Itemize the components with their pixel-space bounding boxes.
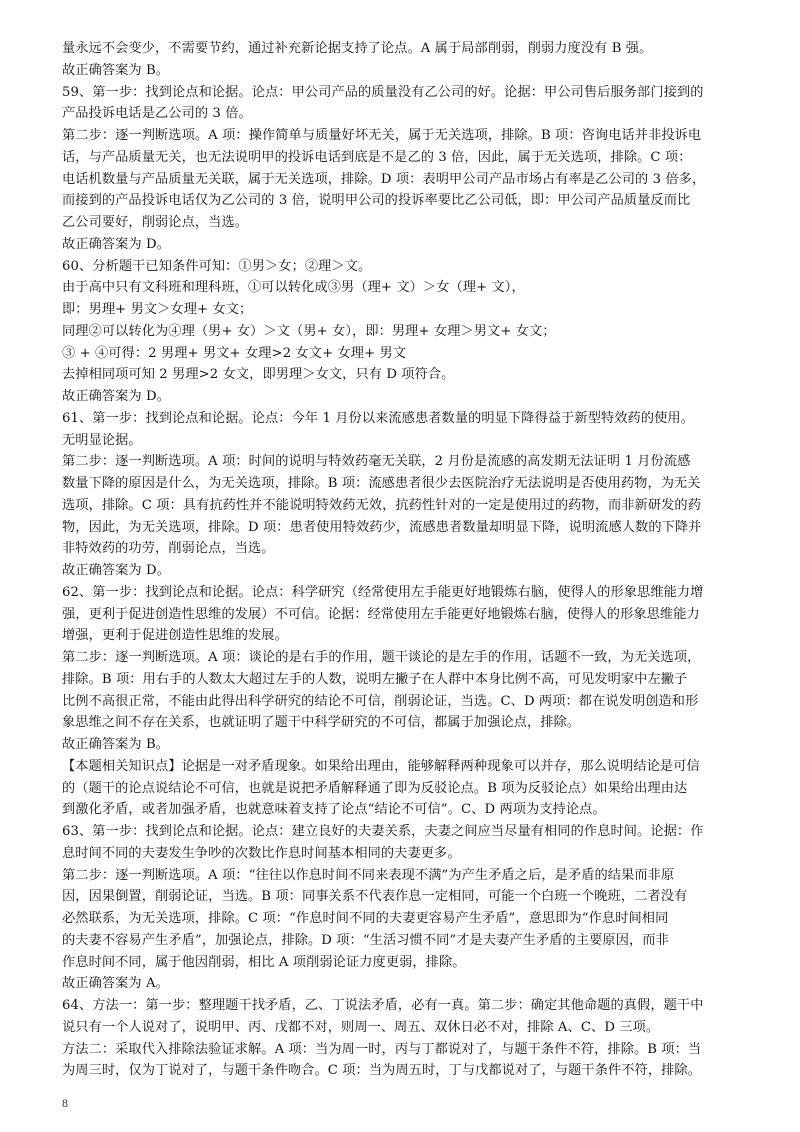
text-line: 的夫妻不容易产生矛盾”，加强论点，排除。D 项：“生活习惯不同”才是夫妻产生矛盾的主要原因，而非: [62, 932, 669, 948]
text-line: 故正确答案为 B。: [62, 737, 170, 752]
text-line: 为周三时，仅为丁说对了，与题干条件吻合。C 项：当为周五时，丁与戊都说对了，与题干条件不符，排除。: [62, 1063, 701, 1079]
text-line: 息时间不同的夫妻发生争吵的次数比作息时间基本相同的夫妻更多。: [62, 845, 461, 861]
text-line: 故正确答案为 B。: [62, 62, 170, 78]
page-number: 8: [62, 1096, 68, 1110]
text-line: 第二步：逐一判断选项。A 项：时间的说明与特效药毫无关联，2 月份是流感的高发期无法证明 1 月份流感: [62, 454, 691, 470]
text-line: 非特效药的功劳，削弱论点，当选。: [62, 541, 275, 557]
text-line: 而接到的产品投诉电话仅为乙公司的 3 倍，说明甲公司的投诉率要比乙公司低，即：甲公司产品质量反而比: [62, 193, 691, 209]
text-line: 方法二：采取代入排除法验证求解。A 项：当为周一时，丙与丁都说对了，与题干条件不符，排除。B 项：当: [62, 1041, 702, 1057]
text-line: 同理②可以转化为④理（男+ 女）＞文（男+ 女），即：男理+ 女理＞男文+ 女文；: [62, 323, 556, 339]
text-line: 去掉相同项可知 2 男理>2 女文，即男理＞女文，只有 D 项符合。: [62, 367, 455, 383]
text-line: 物，因此，为无关选项，排除。D 项：患者使用特效药少，流感患者数量却明显下降，说明流感人数的下降并: [62, 519, 702, 535]
text-line: 第二步：逐一判断选项。A 项：谈论的是右手的作用，题干谈论的是左手的作用，话题不一致，为无关选项，: [62, 650, 701, 665]
text-line: 第二步：逐一判断选项。A 项：“往往以作息时间不同来表现不满”为产生矛盾之后，是矛盾的结果而非原: [62, 867, 675, 883]
text-line: 即：男理+ 男文＞女理+ 女文；: [62, 302, 253, 317]
text-line: 故正确答案为 D。: [62, 389, 170, 404]
text-line: 电话机数量与产品质量无关联，属于无关选项，排除。D 项：表明甲公司产品市场占有率是乙公司的 3 倍多，: [62, 171, 706, 187]
text-line: 61、第一步：找到论点和论据。论点：今年 1 月份以来流感患者数量的明显下降得益于新型特效药的使用。: [62, 410, 694, 426]
text-line: ③ + ④可得：2 男理+ 男文+ 女理>2 女文+ 女理+ 男文: [62, 345, 407, 361]
text-line: 62、第一步：找到论点和论据。论点：科学研究（经常使用左手能更好地锻炼右脑，使得人的形象思维能力增: [62, 584, 704, 600]
text-line: 【本题相关知识点】论据是一对矛盾现象。如果给出理由，能够解释两种现象可以并存，那么说明结论是可信: [62, 758, 700, 774]
text-line: 比例不高很正常，不能由此得出科学研究的结论不可信，削弱论证，当选。C、D 两项：都在说发明创造和形: [62, 693, 699, 709]
text-line: 象思维之间不存在关系，也就证明了题干中科学研究的不可信，都属于加强论点，排除。: [62, 715, 581, 731]
text-line: 60、分析题干已知条件可知：①男＞女；②理＞文。: [62, 258, 372, 274]
text-line: 强，更利于促进创造性思维的发展）不可信。论据：经常使用左手能更好地锻炼右脑，使得人的形象思维能力: [62, 606, 700, 622]
text-line: 选项，排除。C 项：具有抗药性并不能说明特效药无效，抗药性针对的一定是使用过的药物，而非新研发的药: [62, 497, 701, 513]
text-line: 量永远不会变少，不需要节约，通过补充新论据支持了论点。A 属于局部削弱，削弱力度没有 B 强。: [62, 41, 653, 56]
text-line: 作息时间不同，属于他因削弱，相比 A 项削弱论证力度更弱，排除。: [62, 954, 466, 970]
text-line: 话，与产品质量无关，也无法说明甲的投诉电话到底是不是乙的 3 倍，因此，属于无关选项，排除。C 项：: [62, 149, 692, 165]
text-line: 63、第一步：找到论点和论据。论点：建立良好的夫妻关系，夫妻之间应当尽量有相同的作息时间。论据：作: [62, 824, 704, 839]
text-line: 故正确答案为 D。: [62, 563, 170, 578]
text-line: 产品投诉电话是乙公司的 3 倍。: [62, 106, 252, 122]
text-line: 到激化矛盾，或者加强矛盾，也就意味着支持了论点“结论不可信”。C、D 两项为支持论点。: [62, 802, 606, 818]
text-line: 故正确答案为 D。: [62, 236, 170, 252]
text-line: 说只有一个人说对了，说明甲、丙、戊都不对，则周一、周五、双休日必不对，排除 A、C、D 三项。: [62, 1019, 660, 1035]
text-line: 数量下降的原因是什么，为无关选项，排除。B 项：流感患者很少去医院治疗无法说明是否使用药物，为无关: [62, 476, 701, 491]
text-line: 64、方法一：第一步：整理题干找矛盾，乙、丁说法矛盾，必有一真。第二步：确定其他命题的真假，题干中: [62, 998, 704, 1013]
text-line: 因，因果倒置，削弱论证，当选。B 项：同事关系不代表作息一定相同，可能一个白班一个晚班，二者没有: [62, 889, 688, 905]
text-line: 排除。B 项：用右手的人数太大超过左手的人数，说明左撇子在人群中本身比例不高，可见发明家中左撇子: [62, 671, 688, 687]
text-line: 由于高中只有文科班和理科班，①可以转化成③男（理+ 文）＞女（理+ 文），: [62, 280, 525, 296]
text-line: 故正确答案为 A。: [62, 976, 169, 992]
text-line: 的（题干的论点说结论不可信，也就是说把矛盾解释通了即为反驳论点。B 项为反驳论点）如果给出理由达: [62, 780, 688, 796]
text-line: 无明显论据。: [62, 432, 142, 448]
text-line: 59、第一步：找到论点和论据。论点：甲公司产品的质量没有乙公司的好。论据：甲公司售后服务部门接到的: [62, 84, 704, 100]
text-line: 增强，更利于促进创造性思维的发展。: [62, 628, 288, 644]
text-line: 第二步：逐一判断选项。A 项：操作简单与质量好坏无关，属于无关选项，排除。B 项：咨询电话并非投诉电: [62, 128, 702, 143]
text-line: 必然联系，为无关选项，排除。C 项：“作息时间不同的夫妻更容易产生矛盾”，意思即为“作息时间相同: [62, 911, 669, 926]
text-line: 乙公司要好，削弱论点，当选。: [62, 215, 249, 230]
